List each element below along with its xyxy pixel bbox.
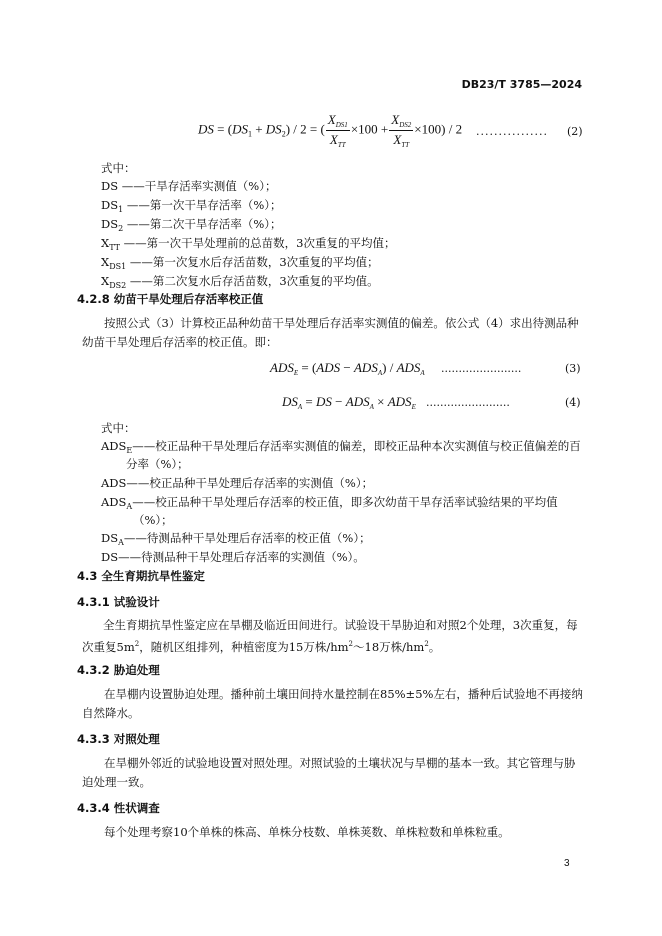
section-4-3-title: 4.3 全生育期抗旱性鉴定 — [77, 569, 205, 583]
formula-2-leader-dots: ................ — [476, 125, 548, 138]
symbol-definition: $X_{DS2}$ ——第二次复水后存活苗数，3次重复的平均值。 — [101, 274, 379, 290]
section-4-3-1-line-2: 次重复$5m^2$，随机区组排列，种植密度为15万株$/hm^2\sim 18$万株$/hm^2$。 — [82, 640, 441, 654]
section-4-3-4-paragraph: 每个处理考察10个单株的株高、单株分枝数、单株荚数、单株粒数和单株粒重。 — [104, 825, 510, 839]
symbol-definition: $DS_1$ ——第一次干旱存活率（%）； — [101, 198, 282, 214]
section-4-3-3-paragraph: 在旱棚外邻近的试验地设置对照处理。对照试验的土壤状况与旱棚的基本一致。其它管理与胁迫处理一致。 — [82, 756, 576, 789]
section-4-3-3-title: 4.3.3 对照处理 — [77, 732, 160, 746]
symbol-definition-continuation: （%）； — [133, 513, 173, 527]
section-4-2-8-title: 4.2.8 幼苗干旱处理后存活率校正值 — [77, 292, 264, 306]
symbol-definition: DS ——干旱存活率实测值（%）； — [101, 179, 277, 193]
section-4-3-1-title: 4.3.1 试验设计 — [77, 595, 160, 609]
section-4-3-4-title: 4.3.4 性状调查 — [77, 801, 160, 815]
formula-3: $ADS_E = (ADS - ADS_A) / ADS_A$ — [270, 360, 425, 377]
formula-3-leader-dots: ....................... — [441, 362, 522, 375]
symbol-definition: $DS_A——$待测品种干旱处理后存活率的校正值（%）； — [101, 531, 371, 547]
section-4-3-2-title: 4.3.2 胁迫处理 — [77, 663, 160, 677]
fraction-ds2: $\frac{X_{DS2}}{X_{TT}}$ — [391, 112, 412, 149]
symbol-definition: $X_{TT}$ ——第一次干旱处理前的总苗数，3次重复的平均值； — [101, 236, 396, 252]
symbol-definition: $ADS_E——$校正品种干旱处理后存活率实测值的偏差，即校正品种本次实测值与校正值偏差的百 — [101, 439, 581, 455]
section-4-3-2-paragraph: 在旱棚内设置胁迫处理。播种前土壤田间持水量控制在85%±5%左右，播种后试验地不再接纳自然降水。 — [82, 687, 583, 720]
symbol-definition: ADS——校正品种干旱处理后存活率的实测值（%）； — [101, 476, 374, 490]
where-label-2: 式中： — [101, 421, 136, 435]
formula-4: $DS_A$ = DS − $ADS_A \times ADS_E$ — [282, 394, 416, 411]
formula-4-number: (4) — [565, 396, 581, 409]
formula-2-number: (2) — [567, 125, 583, 138]
symbol-definition-continuation: 分率（%）； — [126, 457, 189, 471]
formula-2: DS = $(DS_1 + DS_2) / 2$ = ( $\frac{X_{DS1}}{X_{TT}}$ ×100 + $\frac{X_{DS2}}{X_{TT}}$ ×100) / 2 — [198, 112, 463, 149]
symbol-definition: $DS_2$ ——第二次干旱存活率（%）； — [101, 217, 282, 233]
where-label-1: 式中： — [101, 161, 136, 175]
symbol-definition: $ADS_A——$校正品种干旱处理后存活率的校正值，即多次幼苗干旱存活率试验结果的平均值 — [101, 495, 558, 511]
symbol-definition: DS——待测品种干旱处理后存活率的实测值（%）。 — [101, 550, 365, 564]
formula-3-number: (3) — [565, 362, 581, 375]
standard-code: DB23/T 3785—2024 — [461, 78, 582, 91]
section-4-2-8-paragraph: 按照公式（3）计算校正品种幼苗干旱处理后存活率实测值的偏差。依公式（4）求出待测品种幼苗干旱处理后存活率的校正值。即： — [82, 316, 579, 349]
symbol-definition: $X_{DS1}$ ——第一次复水后存活苗数，3次重复的平均值； — [101, 255, 379, 271]
fraction-ds1: $\frac{X_{DS1}}{X_{TT}}$ — [327, 112, 348, 149]
formula-4-leader-dots: ........................ — [426, 396, 510, 409]
section-4-3-1-line-1: 全生育期抗旱性鉴定应在旱棚及临近田间进行。试验设干旱胁迫和对照2个处理，3次重复，每 — [103, 618, 578, 632]
formula-2-lhs: DS — [198, 121, 214, 137]
page-number: 3 — [564, 858, 570, 869]
